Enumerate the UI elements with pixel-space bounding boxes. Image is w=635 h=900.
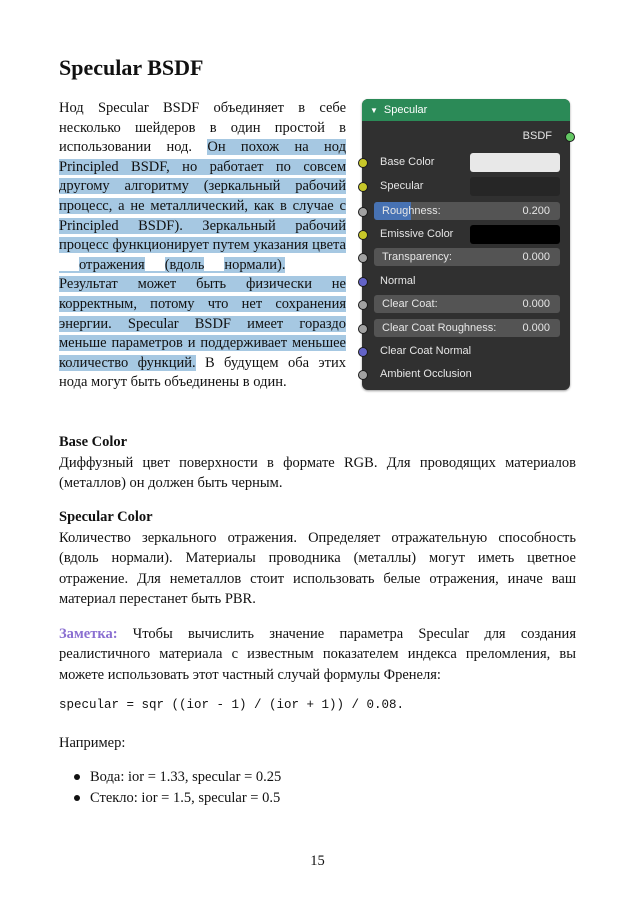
input-row-roughness — [362, 202, 570, 222]
input-row-clear-coat — [362, 295, 570, 315]
specular-color-text: Количество зеркального отражения. Определяет отражательную способность (вдоль нормали). Материалы проводника (металлы) могут иметь цветное отражение. Для неметаллов стоит использовать белые отражения, иначе ваш материал перестанет быть PBR. — [59, 530, 576, 608]
vector-socket-icon[interactable] — [358, 347, 368, 357]
value-socket-icon[interactable] — [358, 207, 368, 217]
field-label: Transparency: — [382, 251, 452, 263]
value-socket-icon[interactable] — [358, 324, 368, 334]
note-text: Чтобы вычислить значение параметра Specular для создания реалистичного материала с известным показателем индекса преломления, вы можете использовать этот частный случай формулы Френеля: — [59, 626, 576, 683]
input-row-ambient-occlusion — [362, 365, 570, 385]
node-title: Specular — [383, 104, 428, 116]
bsdf-output-socket-icon[interactable] — [565, 132, 575, 142]
field-value: 0.200 — [522, 205, 550, 217]
input-row-clear-coat-normal — [362, 342, 570, 362]
input-row-emissive-color — [362, 225, 570, 245]
example-list — [72, 767, 281, 808]
field-value: 0.000 — [522, 322, 550, 334]
output-label: BSDF — [522, 130, 552, 142]
field-value: 0.000 — [522, 298, 550, 310]
clear-coat-slider[interactable] — [374, 295, 560, 313]
clear-coat-roughness-slider[interactable] — [374, 319, 560, 337]
collapse-chevron-icon[interactable]: ▼ — [370, 105, 378, 115]
field-value: 0.000 — [522, 251, 550, 263]
field-label: Clear Coat: — [382, 298, 438, 310]
roughness-slider[interactable] — [374, 202, 560, 220]
selected-text-part: нормали). Результат может быть физически не корректным, потому что нет сохранения энергии. Specular BSDF имеет гораздо меньше параметров и поддерживает меньшее количество функций. — [59, 256, 346, 371]
input-label: Ambient Occlusion — [380, 368, 472, 380]
selection-gap — [59, 256, 79, 271]
output-row-bsdf — [362, 127, 570, 147]
formula-code: specular = sqr ((ior - 1) / (ior + 1)) / 0.08. — [59, 698, 405, 712]
intro-paragraph — [59, 99, 346, 393]
selection-gap — [145, 256, 165, 271]
transparency-slider[interactable] — [374, 248, 560, 266]
input-row-clear-coat-roughness — [362, 319, 570, 339]
note-paragraph — [59, 624, 576, 685]
selected-text[interactable] — [59, 139, 346, 371]
value-socket-icon[interactable] — [358, 300, 368, 310]
field-label: Roughness: — [382, 205, 441, 217]
input-label: Clear Coat Normal — [380, 345, 472, 357]
specular-color-swatch[interactable] — [470, 177, 560, 196]
input-row-specular — [362, 177, 570, 197]
intro-text-start: Нод Specular BSDF объединяет в себе несколько шейдеров в один простой в использовании нод. — [59, 100, 346, 156]
base-color-heading: Base Color — [59, 434, 128, 450]
input-row-normal — [362, 272, 570, 292]
selected-text-part: Он похож на нод Principled BSDF, но работает по совсем другому алгоритму (зеркальный рабочий процесс, а не металлический, как в случае с Principled BSDF). Зеркальный рабочий процесс функционирует путем указания цвета — [59, 139, 346, 254]
selected-text-part: отражения — [79, 256, 145, 273]
value-socket-icon[interactable] — [358, 253, 368, 263]
color-socket-icon[interactable] — [358, 182, 368, 192]
section-title: Specular BSDF — [59, 55, 204, 80]
input-label: Specular — [380, 180, 424, 192]
color-socket-icon[interactable] — [358, 158, 368, 168]
list-item: Стекло: ior = 1.5, specular = 0.5 — [72, 788, 281, 809]
input-label: Normal — [380, 275, 416, 287]
input-label: Base Color — [380, 156, 435, 168]
node-header[interactable] — [362, 99, 570, 121]
intro-text-end: В будущем оба этих нода могут быть объединены в один. — [59, 354, 347, 391]
input-row-base-color — [362, 153, 570, 173]
list-item: Вода: ior = 1.33, specular = 0.25 — [72, 767, 281, 788]
selection-gap — [204, 256, 224, 271]
emissive-color-swatch[interactable] — [470, 225, 560, 244]
color-socket-icon[interactable] — [358, 230, 368, 240]
specular-node[interactable] — [362, 99, 570, 390]
note-label: Заметка: — [59, 626, 118, 642]
selected-text-part: (вдоль — [164, 256, 205, 273]
input-label: Emissive Color — [380, 228, 454, 240]
vector-socket-icon[interactable] — [358, 277, 368, 287]
value-socket-icon[interactable] — [358, 370, 368, 380]
page-number: 15 — [310, 853, 325, 869]
field-label: Clear Coat Roughness: — [382, 322, 497, 334]
base-color-text: Диффузный цвет поверхности в формате RGB. Для проводящих материалов (металлов) он должен быть черным. — [59, 455, 576, 492]
example-label: Например: — [59, 735, 126, 751]
specular-color-heading: Specular Color — [59, 509, 153, 525]
input-row-transparency — [362, 248, 570, 268]
base-color-swatch[interactable] — [470, 153, 560, 172]
